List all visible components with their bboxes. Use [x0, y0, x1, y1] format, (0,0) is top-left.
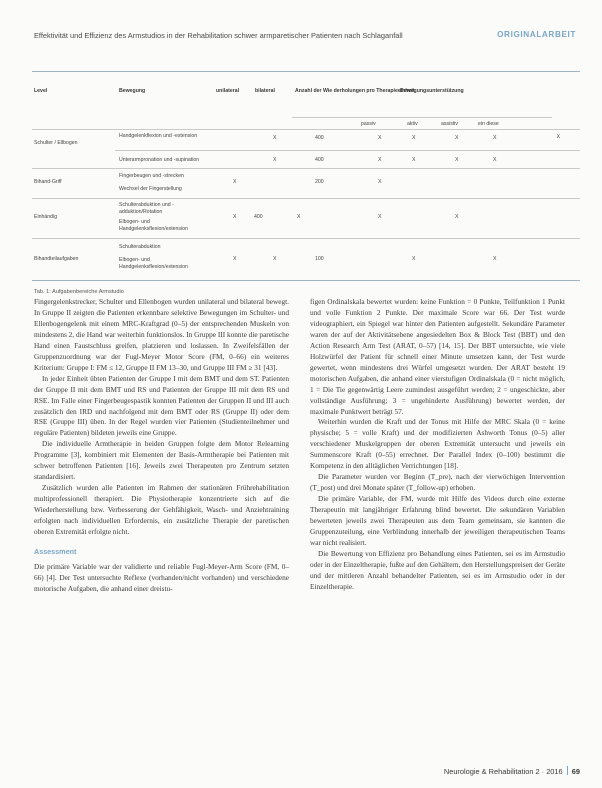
- right-text-column: [310, 297, 565, 593]
- body-paragraph: Die primäre Variable war der validierte und reliable Fugl-Meyer-Arm Score (FM, 0–66) [4]. Der Test untersuchte Reflexe (vorhanden/nicht vorhanden) und verschiedene motorische Aufgaben, die anhand einer dreistu-: [34, 561, 289, 593]
- body-paragraph: In jeder Einheit übten Patienten der Gruppe I mit dem BMT und dem ST. Patienten der Gruppe II mit dem BMT und RS und Patienten der Gruppe III mit dem RS und RSE. Im Falle einer Fingerbeugespastik konnten Patienten der Gruppen II und III auch zusätzlich den IRD und nachfolgend mit dem BMT oder RS (Gruppe II) oder dem RSE (Gruppe III) üben. In der Regel wurden vier Patienten (Studienteilnehmer und reguläre Patienten) bildeten jeweils eine Gruppe.: [34, 373, 289, 438]
- table-bottom-rule: [32, 280, 580, 281]
- table-cell-bilateral: X: [273, 256, 277, 262]
- table-row-rule: [32, 129, 580, 130]
- table-row-rule: [32, 168, 580, 169]
- body-paragraph: Die primäre Variable, der FM, wurde mit Hilfe des Videos durch eine externe Therapeutin mit langjähriger Erfahrung blind bewertet. Die sekundären Variablen bewerteten jeweils zwei Therapeuten aus dem Team gemeinsam, sie kannten die Gruppenzuteilung, eine Verblindung innerhalb der jeweiligen therapeutischen Teams war nicht realisiert.: [310, 494, 565, 547]
- table-header-bilateral: bilateral: [255, 88, 275, 94]
- table-subheader-assistive: assistiv: [441, 121, 459, 127]
- table-cell-level: Schulter / Ellbogen: [34, 140, 78, 146]
- table-cell-level: Bihandteilaufgaben: [34, 256, 79, 262]
- table-header-level: Level: [34, 88, 48, 94]
- table-cell-repetitions: X: [297, 214, 301, 220]
- table-cell-passive: X: [378, 135, 382, 141]
- table-cell-repetitions: 400: [315, 157, 324, 163]
- left-text-column: [34, 297, 289, 595]
- table-cell-bilateral: X: [273, 157, 277, 163]
- table-top-rule: [32, 71, 580, 72]
- table-row-rule: [32, 238, 580, 239]
- body-paragraph: Zusätzlich wurden alle Patienten im Rahmen der stationären Frührehabilitation multiprofessionell therapiert. Die Physiotherapie konzentrierte sich auf die Wiederherstellung bzw. Verbesserung der Gehfähigkeit, Wasch- und Anziehtraining erfolgten nach individuellen Erfordernis, ein zusätzliche Therapie der paretischen oberen Extremität erfolgte nicht.: [34, 483, 289, 537]
- body-paragraph: Die Parameter wurden vor Beginn (T_pre), nach der vierwöchigen Intervention (T_post) und drei Monate später (T_follow-up) erhoben.: [310, 472, 565, 493]
- table-cell-assistive: X: [455, 135, 459, 141]
- table-margin-mark: X: [556, 134, 560, 140]
- table-cell-active: X: [412, 256, 416, 262]
- footer-separator: [567, 766, 568, 775]
- table-cell-active: X: [412, 157, 416, 163]
- table-subheader-other: ein diese: [478, 121, 499, 127]
- table-cell-bilateral: X: [273, 135, 277, 141]
- section-label: ORIGINALARBEIT: [497, 30, 576, 39]
- table-cell-movement: Unterarmpronation und -supination: [119, 157, 200, 163]
- table-cell-movement: Elbogen- und Handgelenksflexion/extension: [119, 257, 188, 270]
- body-paragraph: Die individuelle Armtherapie in beiden Gruppen folgte dem Motor Relearning Programme [3], kombiniert mit Elementen der Basis-Armtherapie bei Patienten mit schwer betroffenen Patienten [16]. Jeweils zwei Therapeuten pro Zentrum setzten standardisiert.: [34, 439, 289, 482]
- table-cell-active: X: [412, 135, 416, 141]
- table-cell-unilateral: X: [233, 214, 237, 220]
- table-cell-movement: Schulterabduktion und -adduktion/Rotation: [119, 202, 174, 215]
- table-cell-assistive: X: [455, 157, 459, 163]
- body-paragraph: Fingergelenkstrecker, Schulter und Ellenbogen wurden unilateral und bilateral bewegt. In Gruppe II zeigten die Patienten erkennbare selektive Bewegungen im Schulter- und Ellenbogengelenk mit einem MRC-Kraftgrad (0–5) der entsprechenden Muskeln von mindestens 2, die Hand war weiterhin funktionslos. In Gruppe III konnte die paretische Hand einen Faustschluss greifen, platzieren und loslassen. In Zweifelsfällen der Gruppenzuordnung war der Fugl-Meyer Motor Score (FM, 0–66) ein weiteres Kriterium: Gruppe I: FM ≤ 12, Gruppe II FM 13–30, und Gruppe III FM ≥ 31 [43].: [34, 297, 289, 372]
- journal-issue: 2 · 2016: [535, 767, 563, 776]
- section-heading: Assessment: [34, 546, 77, 556]
- table-cell-other: X: [493, 135, 497, 141]
- body-paragraph: figen Ordinalskala bewertet wurden: keine Funktion = 0 Punkte, Teilfunktion 1 Punkt und volle Funktion 2 Punkte. Der maximale Score war 66. Der Test wurde videographiert, ein Spiegel war hinter den Patienten aufgestellt. Sekundäre Parameter waren der auf der Aktivitätsebene angesiedelten Box & Block Test (BBT) und den Action Research Arm Test (ARAT, 0–57) [14, 15]. Der BBT untersuchte, wie viele Holzwürfel der Patient für schnell einer Minute umsetzen kann, der Test wurde gewertet, wenn mindestens drei Würfel umgesetzt wurden. Der ARAT besteht 19 motorischen Aufgaben, die anhand einer vierstufigen Ordinalskala (0 = nicht möglich, 1 = Die Tie gegenwärtig Leere zumindest ausgeführt werden; 2 = ungeschickte, aber vollständige Ausführung; 3 = ungehinderte Ausführung) bewertet werden, der maximale Punktwert beträgt 57.: [310, 297, 565, 416]
- table-cell-movement: Elbogen- und Handgelenksflexion/extension: [119, 219, 188, 232]
- table-cell-level: Bihand-Griff: [34, 179, 62, 185]
- table-cell-other: X: [493, 256, 497, 262]
- table-subheader-active: aktiv: [407, 121, 418, 127]
- table-header-repetitions: Anzahl der Wie derholungen pro Therapieeinheit: [295, 88, 415, 94]
- table-header-movement: Bewegung: [119, 88, 146, 94]
- table-cell-movement: Wechsel der Fingerstellung: [119, 186, 182, 192]
- table-subheader-passive: passiv: [361, 121, 376, 127]
- page-number: 69: [571, 767, 580, 776]
- page-footer: [444, 766, 580, 776]
- journal-name: Neurologie & Rehabilitation: [443, 767, 534, 776]
- table-header-support: Bewegungsunterstützung: [400, 88, 464, 94]
- table-row-rule: [32, 198, 580, 199]
- table-cell-unilateral: X: [233, 179, 237, 185]
- table-caption: Tab. 1: Aufgabenbereiche Armstudio: [34, 289, 124, 295]
- table-cell-unilateral: X: [233, 256, 237, 262]
- table-cell-assistive: X: [455, 214, 459, 220]
- table-cell-passive: X: [378, 157, 382, 163]
- table-cell-movement: Handgelenkflexion und -extension: [119, 133, 198, 139]
- table-cell-repetitions: 400: [315, 135, 324, 141]
- table-cell-movement: Fingerbeugen und -strecken: [119, 173, 184, 179]
- running-title: Effektivität und Effizienz des Armstudios in der Rehabilitation schwer armparetischer Patienten nach Schlaganfall: [34, 31, 403, 40]
- body-paragraph: Die Bewertung von Effizienz pro Behandlung eines Patienten, sei es im Armstudio oder in der Einzeltherapie, fußte auf den Gehältern, den Herstellungspreisen der Geräte und der mittleren Anzahl behandelter Patienten, sei es im Armstudio oder in der Einzeltherapie.: [310, 548, 565, 591]
- table-row-rule: [115, 150, 580, 151]
- table-cell-movement: Schulterabduktion: [119, 244, 161, 250]
- table-header-unilateral: unilateral: [216, 88, 240, 94]
- body-paragraph: Weiterhin wurden die Kraft und der Tonus mit Hilfe der MRC Skala (0 = keine physische; 5 = volle Kraft) und der modifizierten Ashworth Tonus (0–5) aller verschiedener Muskelgruppen der oberen Extremität untersucht und jeweils ein Summenscore Kraft (0–55) errechnet. Der Parallel Index (0–100) bestimmt die Kompetenz in den alltäglichen Verrichtungen [18].: [310, 417, 565, 471]
- table-cell-bilateral: 400: [254, 214, 263, 220]
- table-cell-passive: X: [378, 179, 382, 185]
- table-cell-repetitions: 200: [315, 179, 324, 185]
- table-cell-level: Einhändig: [34, 214, 58, 220]
- table-cell-repetitions: 100: [315, 256, 324, 262]
- table-cell-other: X: [493, 157, 497, 163]
- table-subheader-rule: [292, 117, 552, 118]
- table-cell-passive: X: [378, 214, 382, 220]
